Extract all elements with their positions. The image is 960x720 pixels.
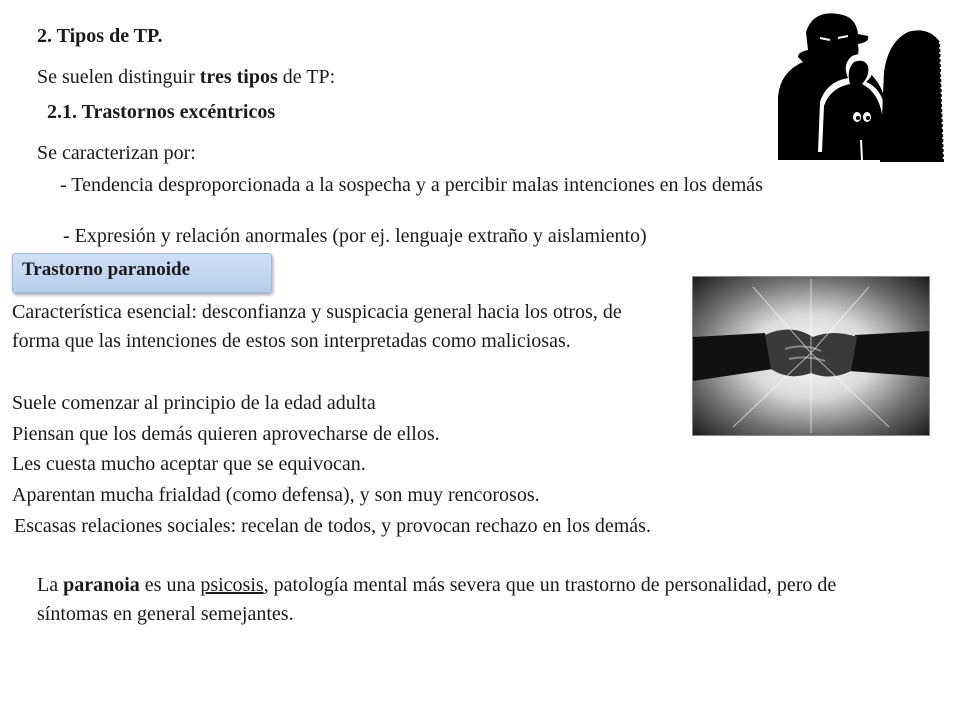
- footer-paragraph: [37, 571, 857, 629]
- handshake-illustration: [692, 276, 930, 436]
- characterized-by-text: Se caracterizan por:: [37, 142, 196, 164]
- trait-item: Suele comenzar al principio de la edad adulta: [12, 392, 376, 414]
- intro-bold: tres tipos: [199, 66, 278, 88]
- description-paragraph: Característica esencial: desconfianza y suspicacia general hacia los otros, de forma que las intenciones de estos son interpretadas como maliciosas.: [12, 301, 622, 352]
- trastorno-paranoide-badge: [12, 253, 272, 293]
- trait-item: Escasas relaciones sociales: recelan de todos, y provocan rechazo en los demás.: [14, 515, 651, 537]
- trait-item: Piensan que los demás quieren aprovecharse de ellos.: [12, 423, 440, 445]
- bullet-item: - Tendencia desproporcionada a la sospecha y a percibir malas intenciones en los demás: [60, 174, 763, 196]
- intro-before: Se suelen distinguir: [37, 66, 200, 88]
- subsection-title: 2.1. Trastornos excéntricos: [47, 101, 276, 123]
- section-title: 2. Tipos de TP.: [37, 25, 163, 47]
- intro-text: [37, 63, 335, 91]
- footer-middle: es una: [139, 574, 201, 596]
- psicosis-link[interactable]: psicosis: [200, 574, 264, 596]
- spy-silhouettes-illustration: [758, 2, 946, 162]
- trait-item: Aparentan mucha frialdad (como defensa), y son muy rencorosos.: [12, 484, 540, 506]
- intro-after: de TP:: [277, 66, 336, 88]
- footer-after: , patología mental más severa que un trastorno de personalidad, pero de síntomas en general semejantes.: [37, 574, 837, 625]
- badge-label: Trastorno paranoide: [22, 259, 191, 280]
- bullet-item: - Expresión y relación anormales (por ej. lenguaje extraño y aislamiento): [63, 225, 647, 247]
- trait-item: Les cuesta mucho aceptar que se equivocan.: [12, 453, 366, 475]
- footer-bold: paranoia: [63, 574, 140, 596]
- footer-before: La: [37, 574, 64, 596]
